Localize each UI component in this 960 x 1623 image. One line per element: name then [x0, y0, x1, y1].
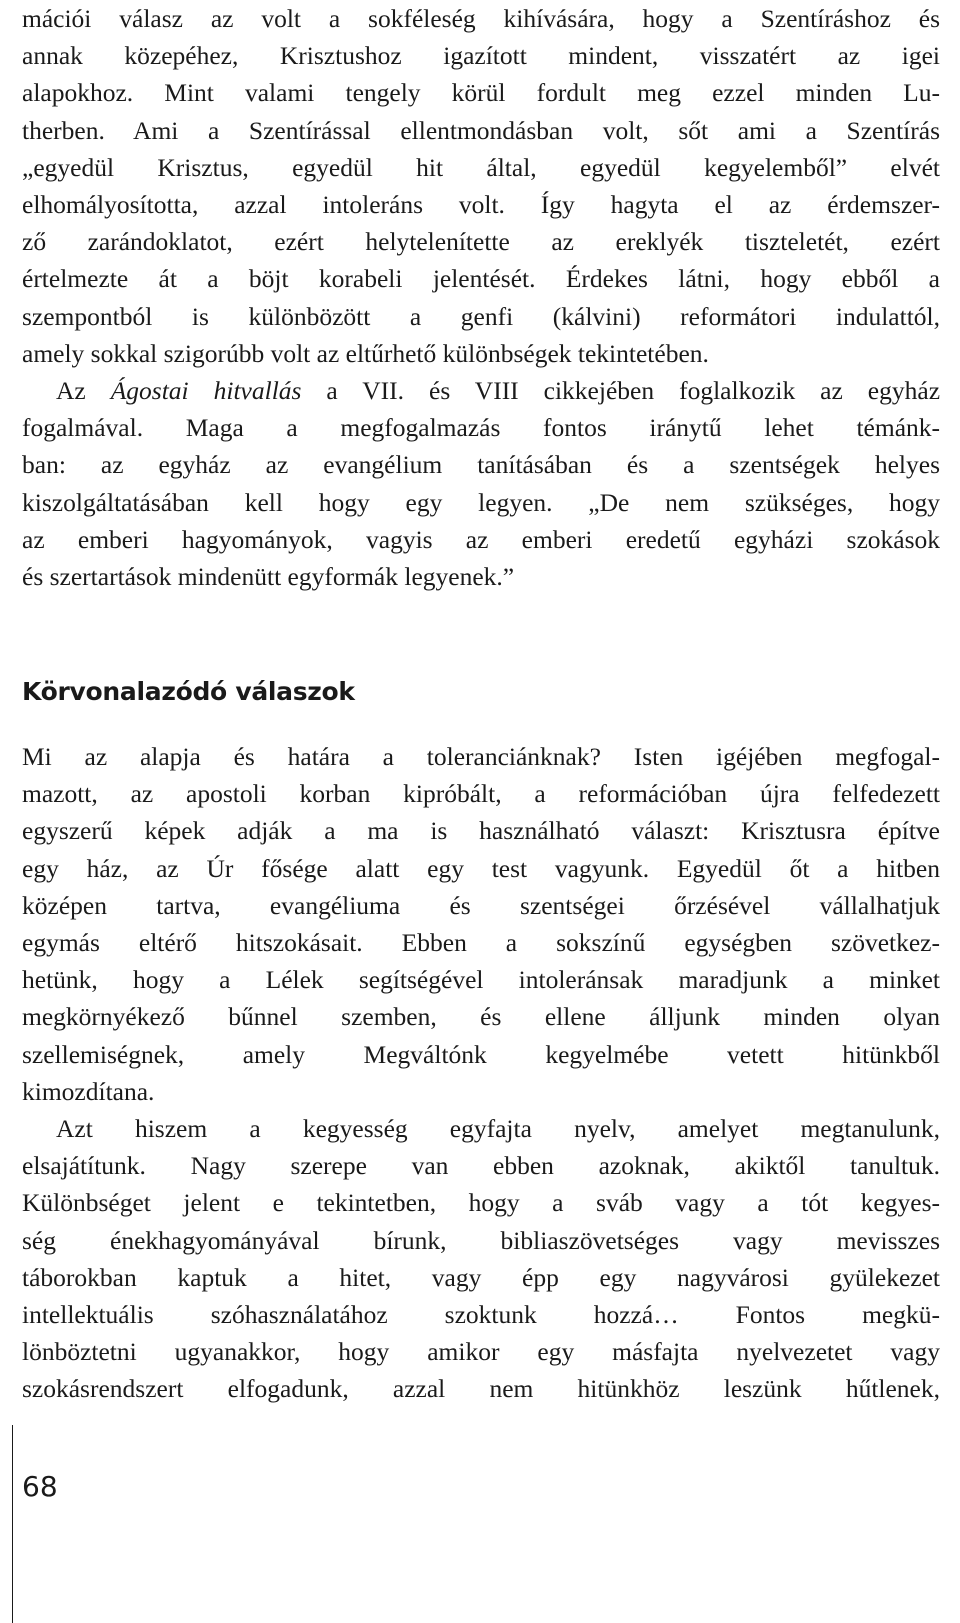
text-line: megkörnyékező bűnnel szemben, és ellene álljunk minden olyan: [22, 1002, 940, 1032]
text-line: középen tartva, evangéliuma és szentségei őrzésével vállalhatjuk: [22, 890, 940, 920]
paragraph: [22, 372, 940, 595]
text-line: therben. Ami a Szentírással ellentmondásban volt, sőt ami a Szentírás: [22, 115, 940, 145]
paragraph: [22, 1110, 940, 1408]
text-line: „egyedül Krisztus, egyedül hit által, egyedül kegyelemből” elvét: [22, 152, 940, 182]
text-line: elhomályosította, azzal intoleráns volt. Így hagyta el az érdemszer-: [22, 190, 940, 220]
text-line: szellemiségnek, amely Megváltónk kegyelmébe vetett hitünkből: [22, 1039, 940, 1069]
text-line: [22, 372, 940, 409]
text-line: egymás eltérő hitszokásait. Ebben a sokszínű egységben szövetkez-: [22, 928, 940, 958]
text-line: és szertartások mindenütt egyformák legyenek.”: [22, 562, 515, 592]
text-line: intellektuális szóhasználatához szoktunk hozzá… Fontos megkü-: [22, 1300, 940, 1330]
text-line: ző zarándoklatot, ezért helytelenítette az ereklyék tiszteletét, ezért: [22, 227, 940, 257]
text-line: egyszerű képek adják a ma is használható választ: Krisztusra építve: [22, 816, 940, 846]
text-line: Mi az alapja és határa a toleranciánknak? Isten igéjében megfogal-: [22, 742, 940, 771]
text-line: szokásrendszert elfogadunk, azzal nem hitünkhöz leszünk hűtlenek,: [22, 1374, 940, 1404]
text-line: szempontból is különbözött a genfi (kálvini) reformátori indulattól,: [22, 301, 940, 331]
page-number: 68: [22, 1470, 58, 1503]
paragraph: [22, 738, 940, 1110]
text-line: értelmezte át a böjt korabeli jelentését. Érdekes látni, hogy ebből a: [22, 264, 940, 294]
text-run: Az: [56, 376, 111, 406]
text-block-upper: [22, 0, 940, 595]
text-block-lower: [22, 738, 940, 1408]
text-line: lönböztetni ugyanakkor, hogy amikor egy másfajta nyelvezetet vagy: [22, 1337, 940, 1367]
text-line: kimozdítana.: [22, 1076, 155, 1106]
text-line: mazott, az apostoli korban kipróbált, a reformációban újra felfedezett: [22, 779, 940, 809]
text-line: ban: az egyház az evangélium tanításában és a szentségek helyes: [22, 450, 940, 480]
text-line: mációi válasz az volt a sokféleség kihívására, hogy a Szentíráshoz és: [22, 4, 940, 33]
text-line: ség énekhagyományával bírunk, bibliaszövetséges vagy mevisszes: [22, 1225, 940, 1255]
text-line: fogalmával. Maga a megfogalmazás fontos iránytű lehet témánk-: [22, 413, 940, 443]
text-line: táborokban kaptuk a hitet, vagy épp egy nagyvárosi gyülekezet: [22, 1262, 940, 1292]
margin-rule: [12, 1425, 13, 1623]
text-line: alapokhoz. Mint valami tengely körül fordult meg ezzel minden Lu-: [22, 78, 940, 108]
text-line: hetünk, hogy a Lélek segítségével intoleránsak maradjunk a minket: [22, 965, 940, 995]
text-line: az emberi hagyományok, vagyis az emberi eredetű egyházi szokások: [22, 524, 940, 554]
book-title-italic: Ágostai hitvallás: [110, 376, 302, 406]
section-heading: Körvonalazódó válaszok: [22, 677, 355, 706]
text-run: a VII. és VIII cikkejében foglalkozik az egyház: [301, 376, 941, 406]
paragraph: [22, 0, 940, 372]
text-line: kiszolgáltatásában kell hogy egy legyen. „De nem szükséges, hogy: [22, 487, 940, 517]
text-line: Különbséget jelent e tekintetben, hogy a sváb vagy a tót kegyes-: [22, 1188, 940, 1218]
text-line: Azt hiszem a kegyesség egyfajta nyelv, amelyet megtanulunk,: [56, 1114, 940, 1144]
text-line: amely sokkal szigorúbb volt az eltűrhető különbségek tekintetében.: [22, 338, 709, 368]
text-line: annak közepéhez, Krisztushoz igazított mindent, visszatért az igei: [22, 41, 940, 71]
text-line: elsajátítunk. Nagy szerepe van ebben azoknak, akiktől tanultuk.: [22, 1151, 940, 1181]
text-line: egy ház, az Úr fősége alatt egy test vagyunk. Egyedül őt a hitben: [22, 853, 940, 883]
